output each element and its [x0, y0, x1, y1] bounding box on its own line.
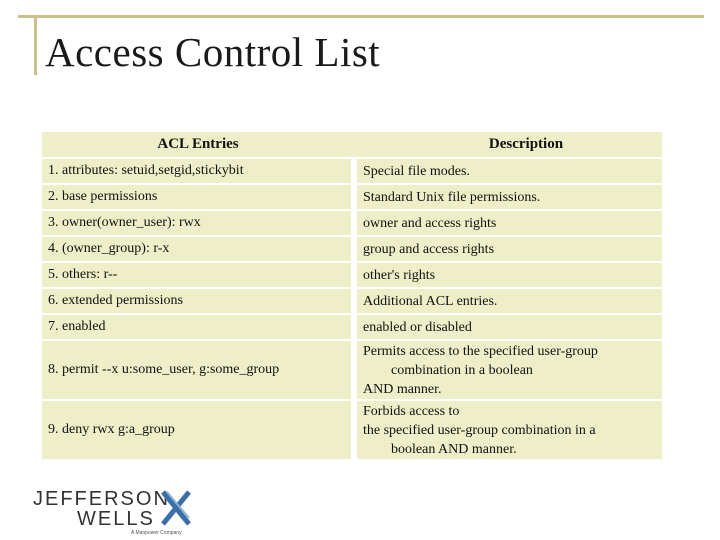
- acl-table: [42, 132, 662, 459]
- acl-entry-cell: 9. deny rwx g:a_group: [42, 400, 354, 459]
- header-acl-entries: ACL Entries: [42, 132, 354, 158]
- table-row: [42, 400, 662, 459]
- description-cell: [354, 340, 662, 400]
- description-line: enabled or disabled: [363, 319, 472, 335]
- description-cell: [354, 158, 662, 184]
- logo-text-line1: JEFFERSON: [33, 488, 170, 510]
- description-line: boolean AND manner.: [391, 441, 517, 457]
- frame-left-rule: [34, 15, 37, 75]
- acl-entry-cell: 5. others: r--: [42, 262, 354, 288]
- table-row: [42, 158, 662, 184]
- table-row: [42, 184, 662, 210]
- header-description: Description: [354, 132, 662, 158]
- jefferson-wells-x-mark-icon: [161, 490, 191, 526]
- acl-entry-cell: 7. enabled: [42, 314, 354, 340]
- slide-title: Access Control List: [45, 29, 381, 75]
- description-cell: [354, 236, 662, 262]
- description-cell: [354, 210, 662, 236]
- table-row: [42, 340, 662, 400]
- description-line: owner and access rights: [363, 215, 497, 231]
- acl-entry-cell: 8. permit --x u:some_user, g:some_group: [42, 340, 354, 400]
- acl-entry-cell: 3. owner(owner_user): rwx: [42, 210, 354, 236]
- logo-tagline: A Manpower Company: [131, 530, 182, 536]
- description-line: the specified user-group combination in a: [363, 422, 596, 438]
- description-cell: [354, 184, 662, 210]
- acl-entry-cell: 4. (owner_group): r-x: [42, 236, 354, 262]
- description-line: other's rights: [363, 267, 436, 283]
- description-line: AND manner.: [363, 381, 442, 397]
- frame-top-rule: [34, 15, 704, 18]
- description-line: Forbids access to: [363, 403, 460, 419]
- table-row: [42, 288, 662, 314]
- acl-entry-cell: 6. extended permissions: [42, 288, 354, 314]
- description-line: Special file modes.: [363, 163, 470, 179]
- frame-corner-accent: [18, 15, 34, 18]
- description-line: combination in a boolean: [391, 362, 533, 378]
- description-cell: [354, 262, 662, 288]
- description-cell: [354, 314, 662, 340]
- table-row: [42, 236, 662, 262]
- table-row: [42, 314, 662, 340]
- description-line: group and access rights: [363, 241, 495, 257]
- description-line: Standard Unix file permissions.: [363, 189, 541, 205]
- logo-text-line2: WELLS: [77, 508, 155, 530]
- description-line: Additional ACL entries.: [363, 293, 498, 309]
- acl-entry-cell: 1. attributes: setuid,setgid,stickybit: [42, 158, 354, 184]
- description-cell: [354, 288, 662, 314]
- description-line: Permits access to the specified user-group: [363, 343, 598, 359]
- jefferson-wells-logo: [33, 488, 203, 536]
- table-row: [42, 262, 662, 288]
- acl-table-container: [42, 132, 662, 459]
- table-row: [42, 210, 662, 236]
- description-cell: [354, 400, 662, 459]
- acl-entry-cell: 2. base permissions: [42, 184, 354, 210]
